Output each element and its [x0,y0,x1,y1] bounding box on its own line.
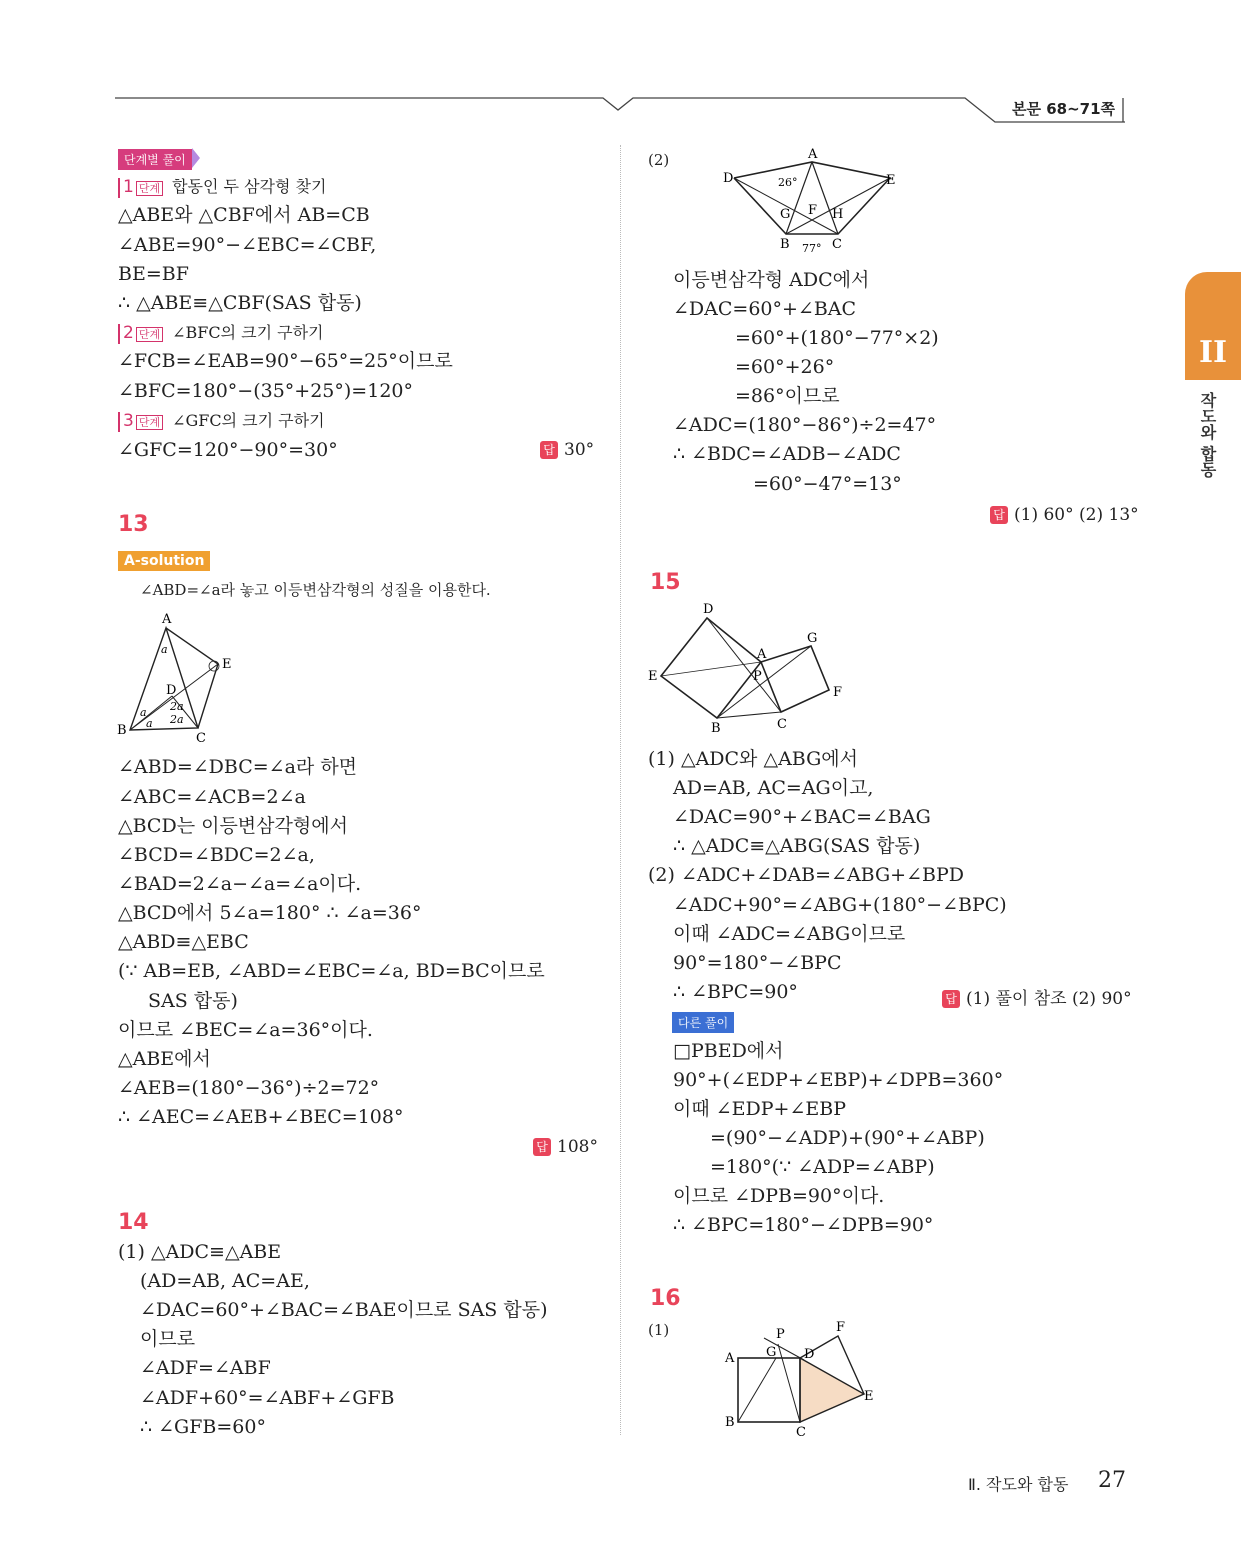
svg-text:C: C [196,731,206,746]
text-line: ∴ ∠BPC=180°−∠DPB=90° [673,1214,934,1236]
text-line: 90°=180°−∠BPC [673,952,842,974]
text-line: △BCD는 이등변삼각형에서 [118,815,348,837]
text-line: ∠FCB=∠EAB=90°−65°=25°이므로 [118,350,453,372]
text-line: 이등변삼각형 ADC에서 [673,269,870,291]
page-number: 27 [1098,1468,1126,1493]
svg-text:E: E [648,669,658,684]
text-line: 이므로 ∠BEC=∠a=36°이다. [118,1019,373,1041]
svg-text:A: A [725,1351,735,1366]
svg-text:G: G [780,207,791,222]
svg-text:D: D [723,171,734,186]
text-line: BE=BF [118,263,189,285]
answer-15: 답 (1) 풀이 참조 (2) 90° [942,984,1132,1009]
svg-text:E: E [222,657,232,672]
text-line: 90°+(∠EDP+∠EBP)+∠DPB=360° [673,1069,1004,1091]
answer-12: 답 30° [540,440,594,460]
svg-text:F: F [833,685,843,700]
svg-text:H: H [832,207,844,222]
text-line: ∴ ∠BPC=90° [673,981,798,1003]
svg-text:A: A [757,647,767,662]
text-line: ∠AEB=(180°−36°)÷2=72° [118,1077,380,1099]
text-line: ∠DAC=60°+∠BAC=∠BAE이므로 SAS 합동) [140,1299,548,1321]
svg-text:a: a [161,643,168,656]
svg-text:C: C [777,717,787,732]
text-line: (1) △ADC와 △ABG에서 [648,748,858,770]
a-solution-tag: A-solution [118,550,210,571]
text-line: =180°(∵ ∠ADP=∠ABP) [710,1156,935,1178]
sub-label: (1) [648,1321,670,1339]
text-line: =(90°−∠ADP)+(90°+∠ABP) [710,1127,985,1149]
side-tab-title: 작도와 합동 [1198,392,1217,478]
svg-text:a: a [140,706,147,719]
svg-text:P: P [776,1327,785,1342]
text-line: ∠DAC=90°+∠BAC=∠BAG [673,806,931,828]
svg-text:26°: 26° [778,176,798,189]
text-line: ∠GFC=120°−90°=30° [118,439,338,461]
text-line: 이므로 ∠DPB=90°이다. [673,1185,885,1207]
svg-text:D: D [804,1347,815,1362]
text-line: ∴ △ABE≡△CBF(SAS 합동) [118,292,362,314]
figure-15 [645,600,855,740]
svg-text:D: D [703,602,714,617]
svg-text:a: a [146,717,153,730]
text-line: 이므로 [140,1328,196,1350]
text-line: ∠BCD=∠BDC=2∠a, [118,844,315,866]
svg-text:C: C [796,1425,806,1438]
text-line: ∠ABE=90°−∠EBC=∠CBF, [118,234,377,256]
answer-13: 답 108° [533,1137,598,1157]
sub-label: (2) [648,151,670,169]
text-line: (2) ∠ADC+∠DAB=∠ABG+∠BPD [648,864,964,886]
svg-text:B: B [711,721,721,736]
footer-label: Ⅱ. 작도와 합동 [968,1475,1069,1494]
svg-text:G: G [807,631,818,646]
svg-text:77°: 77° [802,242,822,255]
text-line: △ABE에서 [118,1048,211,1070]
text-line: ∠BAD=2∠a−∠a=∠a이다. [118,873,362,895]
text-line: =60°+26° [735,356,835,378]
step-2: 2 단계 ∠BFC의 크기 구하기 [118,320,324,345]
svg-text:F: F [808,203,818,218]
figure-13 [112,608,242,748]
text-line: ∠ADC=(180°−86°)÷2=47° [673,414,937,436]
svg-text:B: B [725,1415,735,1430]
text-line: =60°+(180°−77°×2) [735,327,939,349]
column-divider [620,145,621,1435]
svg-text:2a: 2a [170,713,184,726]
problem-number: 14 [118,1210,149,1235]
svg-text:B: B [780,237,790,252]
svg-text:B: B [117,723,127,738]
figure-16 [720,1314,890,1438]
text-line: 이때 ∠ADC=∠ABG이므로 [673,923,906,945]
text-line: 이때 ∠EDP+∠EBP [673,1098,847,1120]
svg-text:F: F [836,1320,846,1335]
step-1: 1 단계 합동인 두 삼각형 찾기 [118,174,326,199]
side-tab-roman: II [1198,335,1228,370]
header-line [115,92,1125,132]
svg-text:D: D [166,683,177,698]
text-line: ∴ △ADC≡△ABG(SAS 합동) [673,835,921,857]
text-line: =60°−47°=13° [753,473,902,495]
text-line: (1) △ADC≡△ABE [118,1241,282,1263]
text-line: ∠ADF+60°=∠ABF+∠GFB [140,1387,395,1409]
header-page-range: 본문 68~71쪽 [1012,100,1116,118]
text-line: ∠DAC=60°+∠BAC [673,298,857,320]
text-line: ∠ADC+90°=∠ABG+(180°−∠BPC) [673,894,1007,916]
step-3: 3 단계 ∠GFC의 크기 구하기 [118,408,325,433]
hint-text: ∠ABD=∠a라 놓고 이등변삼각형의 성질을 이용한다. [140,581,491,599]
problem-number: 13 [118,512,149,537]
svg-text:E: E [864,1389,874,1404]
text-line: ∴ ∠AEC=∠AEB+∠BEC=108° [118,1106,404,1128]
answer-14: 답 (1) 60° (2) 13° [990,505,1139,525]
svg-text:A: A [162,612,172,627]
svg-text:A: A [808,147,818,162]
svg-text:E: E [886,173,896,188]
text-line: ∠ABC=∠ACB=2∠a [118,786,306,808]
text-line: ∠ADF=∠ABF [140,1357,271,1379]
figure-14-2 [720,144,910,256]
text-line: ∠BFC=180°−(35°+25°)=120° [118,380,413,402]
svg-text:P: P [753,669,762,684]
text-line: =86°이므로 [735,385,840,407]
text-line: ∴ ∠BDC=∠ADB−∠ADC [673,443,901,465]
problem-number: 15 [650,570,681,595]
text-line: △ABE와 △CBF에서 AB=CB [118,204,370,226]
text-line: (AD=AB, AC=AE, [140,1270,310,1292]
problem-number: 16 [650,1286,681,1311]
alt-solution-tag: 다른 풀이 [672,1012,734,1033]
text-line: △BCD에서 5∠a=180° ∴ ∠a=36° [118,902,422,924]
text-line: □PBED에서 [673,1040,784,1062]
text-line: ∠ABD=∠DBC=∠a라 하면 [118,756,358,778]
svg-text:C: C [832,237,842,252]
text-line: SAS 합동) [148,990,238,1012]
text-line: △ABD≡△EBC [118,931,249,953]
text-line: (∵ AB=EB, ∠ABD=∠EBC=∠a, BD=BC이므로 [118,960,545,982]
svg-text:G: G [766,1345,777,1360]
text-line: ∴ ∠GFB=60° [140,1416,266,1438]
text-line: AD=AB, AC=AG이고, [673,777,874,799]
svg-text:2a: 2a [170,700,184,713]
step-solution-tag: 단계별 풀이 [118,148,200,170]
